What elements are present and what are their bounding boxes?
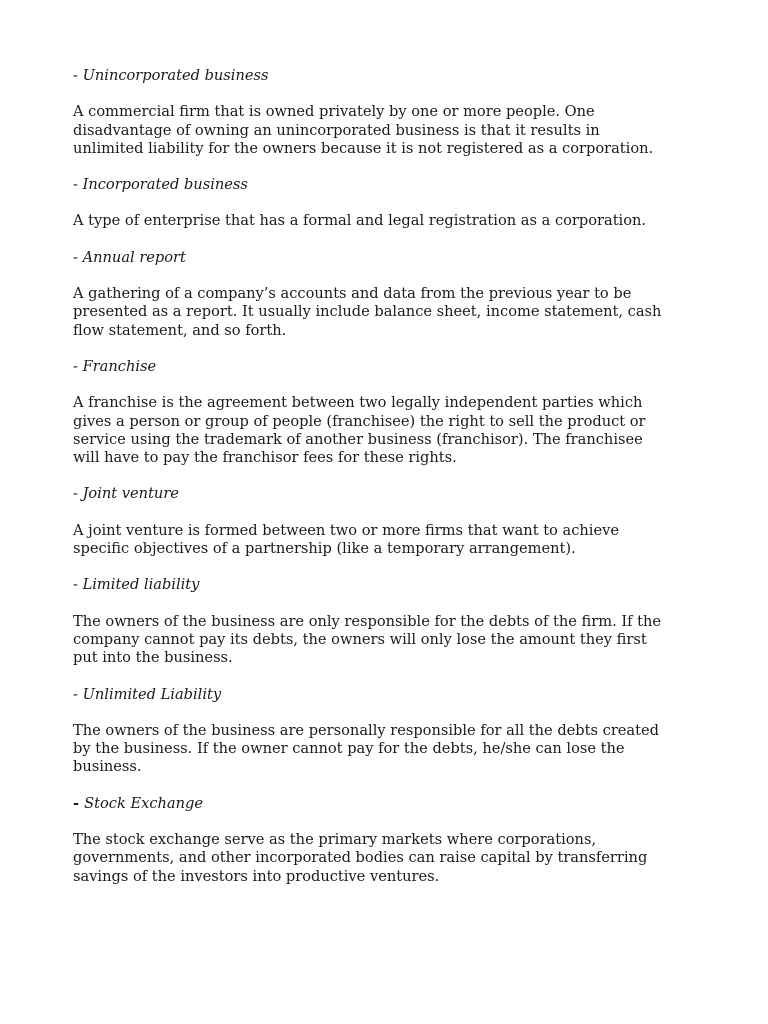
document-page [73, 67, 673, 904]
glossary-entry [73, 67, 673, 158]
term-heading [73, 176, 673, 194]
term-heading [73, 358, 673, 376]
term-dash: - [73, 485, 83, 503]
glossary-entry [73, 686, 673, 777]
term-heading [73, 686, 673, 704]
term-definition: The owners of the business are only responsible for the debts of the firm. If the company cannot pay its debts, the owners will only lose the amount they first put into the business. [73, 612, 662, 667]
term-definition: A type of enterprise that has a formal and legal registration as a corporation. [73, 212, 647, 230]
term-heading [73, 485, 673, 503]
term-dash: - [73, 357, 83, 375]
term-heading [73, 795, 673, 813]
term-definition: A gathering of a company’s accounts and data from the previous year to be presented as a report. It usually include balance sheet, income statement, cash flow statement, and so forth. [73, 285, 662, 339]
glossary-entry [73, 576, 673, 667]
term-label: Franchise [82, 357, 157, 375]
term-definition: A franchise is the agreement between two legally independent parties which gives a person or group of people (franchisee) the right to sell the product or service using the trademark of another business (franchisor). The franchisee will have to pay the franchisor fees for these rights. [73, 394, 646, 467]
term-definition: A joint venture is formed between two or more firms that want to achieve specific objectives of a partnership (like a temporary arrangement). [73, 521, 619, 558]
term-label: Joint venture [82, 485, 179, 503]
glossary-entry [73, 249, 673, 340]
term-definition: A commercial firm that is owned privately by one or more people. One disadvantage of owning an unincorporated business is that it results in unlimited liability for the owners because it is not registered as a corporation. [73, 103, 654, 157]
term-dash: - [73, 685, 83, 703]
term-definition: The owners of the business are personally responsible for all the debts created by the business. If the owner cannot pay for the debts, he/she can lose the business. [73, 721, 659, 776]
term-definition: The stock exchange serve as the primary markets where corporations, governments, and other incorporated bodies can raise capital by transferring savings of the investors into productive ventures. [73, 831, 648, 885]
term-label: Incorporated business [82, 176, 248, 194]
term-label: Annual report [82, 248, 186, 266]
glossary-entry [73, 485, 673, 558]
term-heading [73, 67, 673, 85]
term-dash: - [73, 248, 83, 266]
term-dash: - [73, 794, 85, 812]
term-dash: - [73, 67, 83, 84]
glossary-entry [73, 358, 673, 467]
term-label: Unlimited Liability [82, 685, 222, 703]
term-heading [73, 249, 673, 267]
glossary-entry [73, 795, 673, 886]
term-heading [73, 576, 673, 594]
term-label: Stock Exchange [84, 794, 203, 812]
glossary-entry [73, 176, 673, 231]
term-label: Unincorporated business [82, 67, 269, 84]
term-dash: - [73, 176, 83, 194]
term-dash: - [73, 576, 83, 594]
term-label: Limited liability [82, 576, 200, 594]
